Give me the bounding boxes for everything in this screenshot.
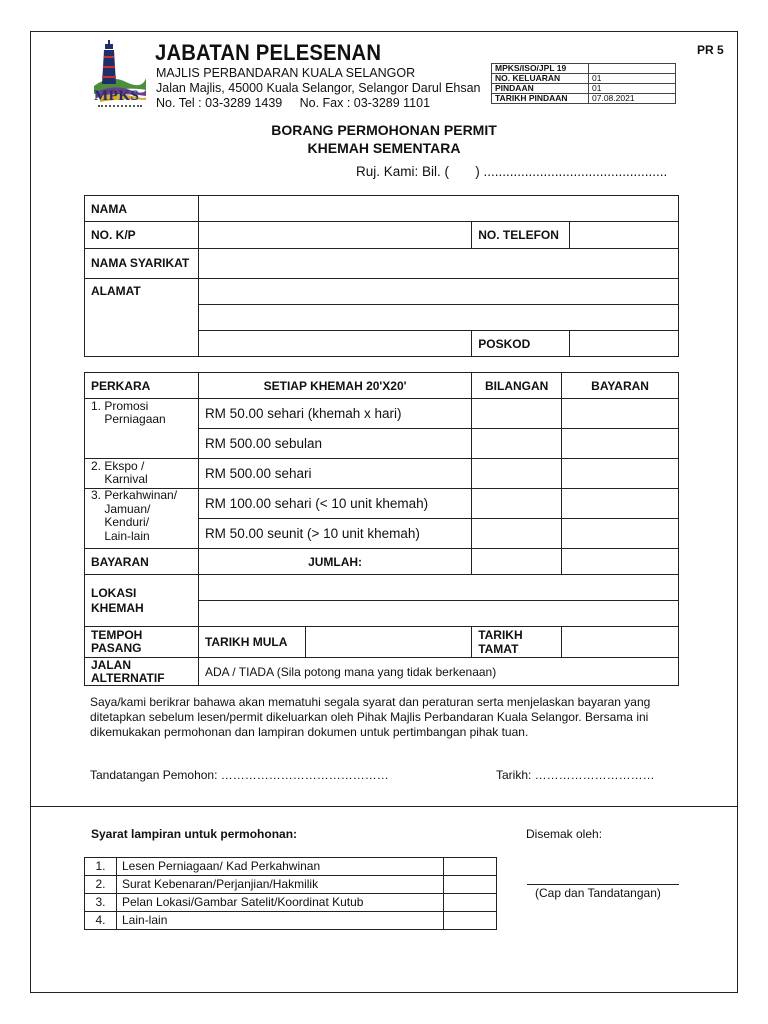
form-code: PR 5 [697, 43, 724, 57]
iso-key: MPKS/ISO/JPL 19 [492, 64, 589, 74]
attachment-number: 4. [85, 912, 117, 930]
name-field[interactable] [198, 196, 678, 222]
stamp-signature-label: (Cap dan Tandatangan) [535, 886, 661, 900]
quantity-field[interactable] [472, 459, 562, 489]
rate-row: RM 50.00 sehari (khemah x hari) [198, 399, 471, 429]
iso-row [492, 64, 676, 74]
section-divider [31, 806, 738, 807]
name-label: NAMA [85, 196, 199, 222]
rate-row: RM 50.00 seunit (> 10 unit khemah) [198, 519, 471, 549]
location-field-1[interactable] [198, 575, 678, 601]
company-field[interactable] [198, 249, 678, 279]
applicant-signature-line[interactable]: Tandatangan Pemohon: …………………………………… [90, 768, 389, 782]
header-perkara: PERKARA [85, 373, 199, 399]
header-quantity: BILANGAN [472, 373, 562, 399]
attachment-text: Lain-lain [117, 912, 444, 930]
ic-field[interactable] [198, 222, 471, 249]
phone-label: NO. TELEFON [472, 222, 570, 249]
address-line: Jalan Majlis, 45000 Kuala Selangor, Selangor Darul Ehsan [156, 81, 481, 95]
iso-value: 07.08.2021 [589, 94, 676, 104]
address-field-3[interactable] [198, 331, 471, 357]
payment-field[interactable] [562, 429, 679, 459]
payment-field[interactable] [562, 459, 679, 489]
applicant-table [84, 195, 679, 357]
reference-number: Ruj. Kami: Bil. ( ) ................................................. [356, 164, 668, 179]
contact-line: No. Tel : 03-3289 1439 No. Fax : 03-3289 1101 [156, 96, 431, 110]
attachment-row [85, 894, 497, 912]
category-wedding: 3. Perkahwinan/ Jamuan/ Kenduri/ Lain-lain [85, 489, 199, 549]
iso-value: 01 [589, 74, 676, 84]
form-title: BORANG PERMOHONAN PERMIT [271, 122, 497, 138]
attachments-title: Syarat lampiran untuk permohonan: [91, 827, 298, 841]
iso-row [492, 74, 676, 84]
end-date-field[interactable] [562, 627, 679, 658]
phone-field[interactable] [570, 222, 679, 249]
iso-value: 01 [589, 84, 676, 94]
quantity-field[interactable] [472, 519, 562, 549]
alt-road-label: JALAN ALTERNATIF [85, 658, 199, 686]
attachment-check[interactable] [444, 894, 497, 912]
header-payment: BAYARAN [562, 373, 679, 399]
rate-row: RM 500.00 sehari [198, 459, 471, 489]
payment-field[interactable] [562, 489, 679, 519]
header-rate: SETIAP KHEMAH 20'X20' [198, 373, 471, 399]
logo-text: MPKS [94, 88, 140, 104]
iso-info-table [491, 63, 676, 104]
fees-table [84, 372, 679, 686]
iso-row [492, 94, 676, 104]
end-date-label: TARIKH TAMAT [472, 627, 562, 658]
address-field-2[interactable] [198, 305, 678, 331]
council-address [156, 66, 481, 111]
attachment-check[interactable] [444, 858, 497, 876]
attachment-number: 2. [85, 876, 117, 894]
company-label: NAMA SYARIKAT [85, 249, 199, 279]
iso-row [492, 84, 676, 94]
quantity-field[interactable] [472, 489, 562, 519]
quantity-field[interactable] [472, 399, 562, 429]
total-quantity-field[interactable] [472, 549, 562, 575]
postcode-label: POSKOD [472, 331, 570, 357]
start-date-field[interactable] [305, 627, 471, 658]
attachment-text: Lesen Perniagaan/ Kad Perkahwinan [117, 858, 444, 876]
attachment-text: Surat Kebenaran/Perjanjian/Hakmilik [117, 876, 444, 894]
payment-label: BAYARAN [85, 549, 199, 575]
checker-signature-line[interactable] [527, 884, 679, 885]
payment-field[interactable] [562, 399, 679, 429]
iso-value [589, 64, 676, 74]
address-label: ALAMAT [85, 279, 199, 357]
total-label: JUMLAH: [198, 549, 471, 575]
category-expo: 2. Ekspo / Karnival [85, 459, 199, 489]
period-label: TEMPOH PASANG [85, 627, 199, 658]
department-title: JABATAN PELESENAN [155, 40, 382, 65]
iso-key: NO. KELUARAN [492, 74, 589, 84]
rate-row: RM 100.00 sehari (< 10 unit khemah) [198, 489, 471, 519]
category-promotion: 1. Promosi Perniagaan [85, 399, 199, 459]
form-subtitle: KHEMAH SEMENTARA [307, 140, 461, 156]
attachment-row [85, 876, 497, 894]
declaration-text: Saya/kami berikrar bahawa akan mematuhi segala syarat dan peraturan serta menjelaskan bayaran yang ditetapkan sebelum lesen/permit dikeluarkan oleh Pihak Majlis Perbandaran Kuala Selangor. Bersama ini dikemukakan permohonan dan lampiran dokumen untuk pertimbangan pihak tuan. [90, 695, 651, 739]
attachment-check[interactable] [444, 912, 497, 930]
iso-key: PINDAAN [492, 84, 589, 94]
start-date-label: TARIKH MULA [198, 627, 305, 658]
attachment-number: 3. [85, 894, 117, 912]
attachment-check[interactable] [444, 876, 497, 894]
checked-by-label: Disemak oleh: [526, 827, 603, 841]
location-label: LOKASI KHEMAH [85, 575, 199, 627]
mpks-logo [92, 38, 148, 112]
total-payment-field[interactable] [562, 549, 679, 575]
attachment-text: Pelan Lokasi/Gambar Satelit/Koordinat Kutub [117, 894, 444, 912]
address-field-1[interactable] [198, 279, 678, 305]
alt-road-option[interactable]: ADA / TIADA (Sila potong mana yang tidak berkenaan) [198, 658, 678, 686]
payment-field[interactable] [562, 519, 679, 549]
attachment-row [85, 858, 497, 876]
rate-row: RM 500.00 sebulan [198, 429, 471, 459]
council-name: MAJLIS PERBANDARAN KUALA SELANGOR [156, 66, 416, 80]
attachment-number: 1. [85, 858, 117, 876]
attachments-table [84, 857, 497, 930]
signature-date-line[interactable]: Tarikh: ………………………… [496, 768, 655, 782]
location-field-2[interactable] [198, 601, 678, 627]
attachment-row [85, 912, 497, 930]
iso-key: TARIKH PINDAAN [492, 94, 589, 104]
quantity-field[interactable] [472, 429, 562, 459]
postcode-field[interactable] [570, 331, 679, 357]
ic-label: NO. K/P [85, 222, 199, 249]
